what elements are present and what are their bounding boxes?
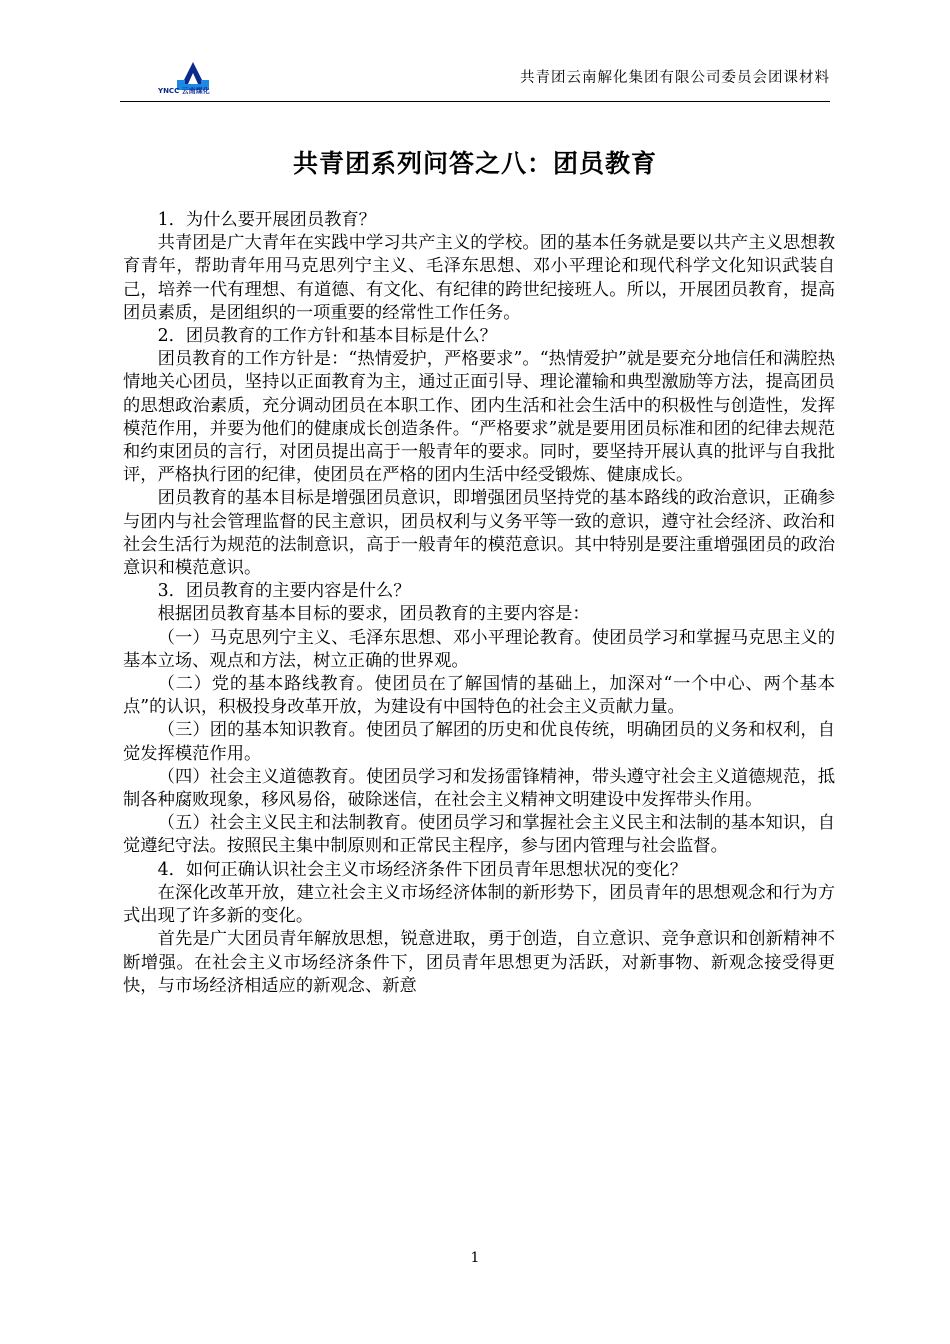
page-header <box>120 50 830 102</box>
list-item: （一）马克思列宁主义、毛泽东思想、邓小平理论教育。使团员学习和掌握马克思主义的基本立场、观点和方法，树立正确的世界观。 <box>123 627 835 671</box>
list-item: （三）团的基本知识教育。使团员了解团的历史和优良传统，明确团员的义务和权利，自觉发挥模范作用。 <box>123 720 835 764</box>
paragraph: 首先是广大团员青年解放思想，锐意进取，勇于创造，自立意识、竞争意识和创新精神不断增强。在社会主义市场经济条件下，团员青年思想更为活跃，对新事物、新观念接受得更快，与市场经济相适应的新观念、新意 <box>123 929 835 996</box>
question-4: 4．如何正确认识社会主义市场经济条件下团员青年思想状况的变化？ <box>157 859 688 880</box>
paragraph: 根据团员教育基本目标的要求，团员教育的主要内容是： <box>157 604 590 625</box>
page-number: 1 <box>470 1250 480 1266</box>
question-3: 3．团员教育的主要内容是什么？ <box>157 581 411 602</box>
paragraph: 在深化改革开放，建立社会主义市场经济体制的新形势下，团员青年的思想观念和行为方式出现了许多新的变化。 <box>123 882 835 927</box>
list-item: （四）社会主义道德教育。使团员学习和发扬雷锋精神，带头遵守社会主义道德规范，抵制各种腐败现象，移风易俗，破除迷信，在社会主义精神文明建设中发挥带头作用。 <box>123 766 835 811</box>
document-body <box>123 209 835 998</box>
list-item: （二）党的基本路线教育。使团员在了解国情的基础上，加深对“一个中心、两个基本点”的认识，积极投身改革开放，为建设有中国特色的社会主义贡献力量。 <box>123 674 835 718</box>
document-title: 共青团系列问答之八：团员教育 <box>292 149 657 178</box>
paragraph: 团员教育的工作方针是：“热情爱护，严格要求”。“热情爱护”就是要充分地信任和满腔热情地关心团员，坚持以正面教育为主，通过正面引导、理论灌输和典型激励等方法，提高团员的思想政治素质，充分调动团员在本职工作、团内生活和社会生活中的积极性与创造性，发挥模范作用，并要为他们的健康成长创造条件。“严格要求”就是要用团员标准和团的纪律去规范和约束团员的言行，对团员提出高于一般青年的要求。同时，要坚持开展认真的批评与自我批评，严格执行团的纪律，使团员在严格的团内生活中经受锻炼、健康成长。 <box>123 349 835 486</box>
question-2: 2．团员教育的工作方针和基本目标是什么？ <box>157 326 497 347</box>
list-item: （五）社会主义民主和法制教育。使团员学习和掌握社会主义民主和法制的基本知识，自觉遵纪守法。按照民主集中制原则和正常民主程序，参与团内管理与社会监督。 <box>123 813 835 857</box>
paragraph: 共青团是广大青年在实践中学习共产主义的学校。团的基本任务就是要以共产主义思想教育青年，帮助青年用马克思列宁主义、毛泽东思想、邓小平理论和现代科学文化知识武装自己，培养一代有理想、有道德、有文化、有纪律的跨世纪接班人。所以，开展团员教育，提高团员素质，是团组织的一项重要的经常性工作任务。 <box>123 233 835 323</box>
logo-text: YNCC 云南煤化 <box>158 87 210 95</box>
question-1: 1．为什么要开展团员教育？ <box>157 210 376 230</box>
paragraph: 团员教育的基本目标是增强团员意识，即增强团员坚持党的基本路线的政治意识，正确参与团内与社会管理监督的民主意识，团员权利与义务平等一致的意识，遵守社会经济、政治和社会生活行为规范的法制意识，高于一般青年的模范意识。其中特别是要注重增强团员的政治意识和模范意识。 <box>123 488 835 579</box>
header-rule <box>120 101 830 102</box>
organization-name: 共青团云南解化集团有限公司委员会团课材料 <box>520 70 830 86</box>
